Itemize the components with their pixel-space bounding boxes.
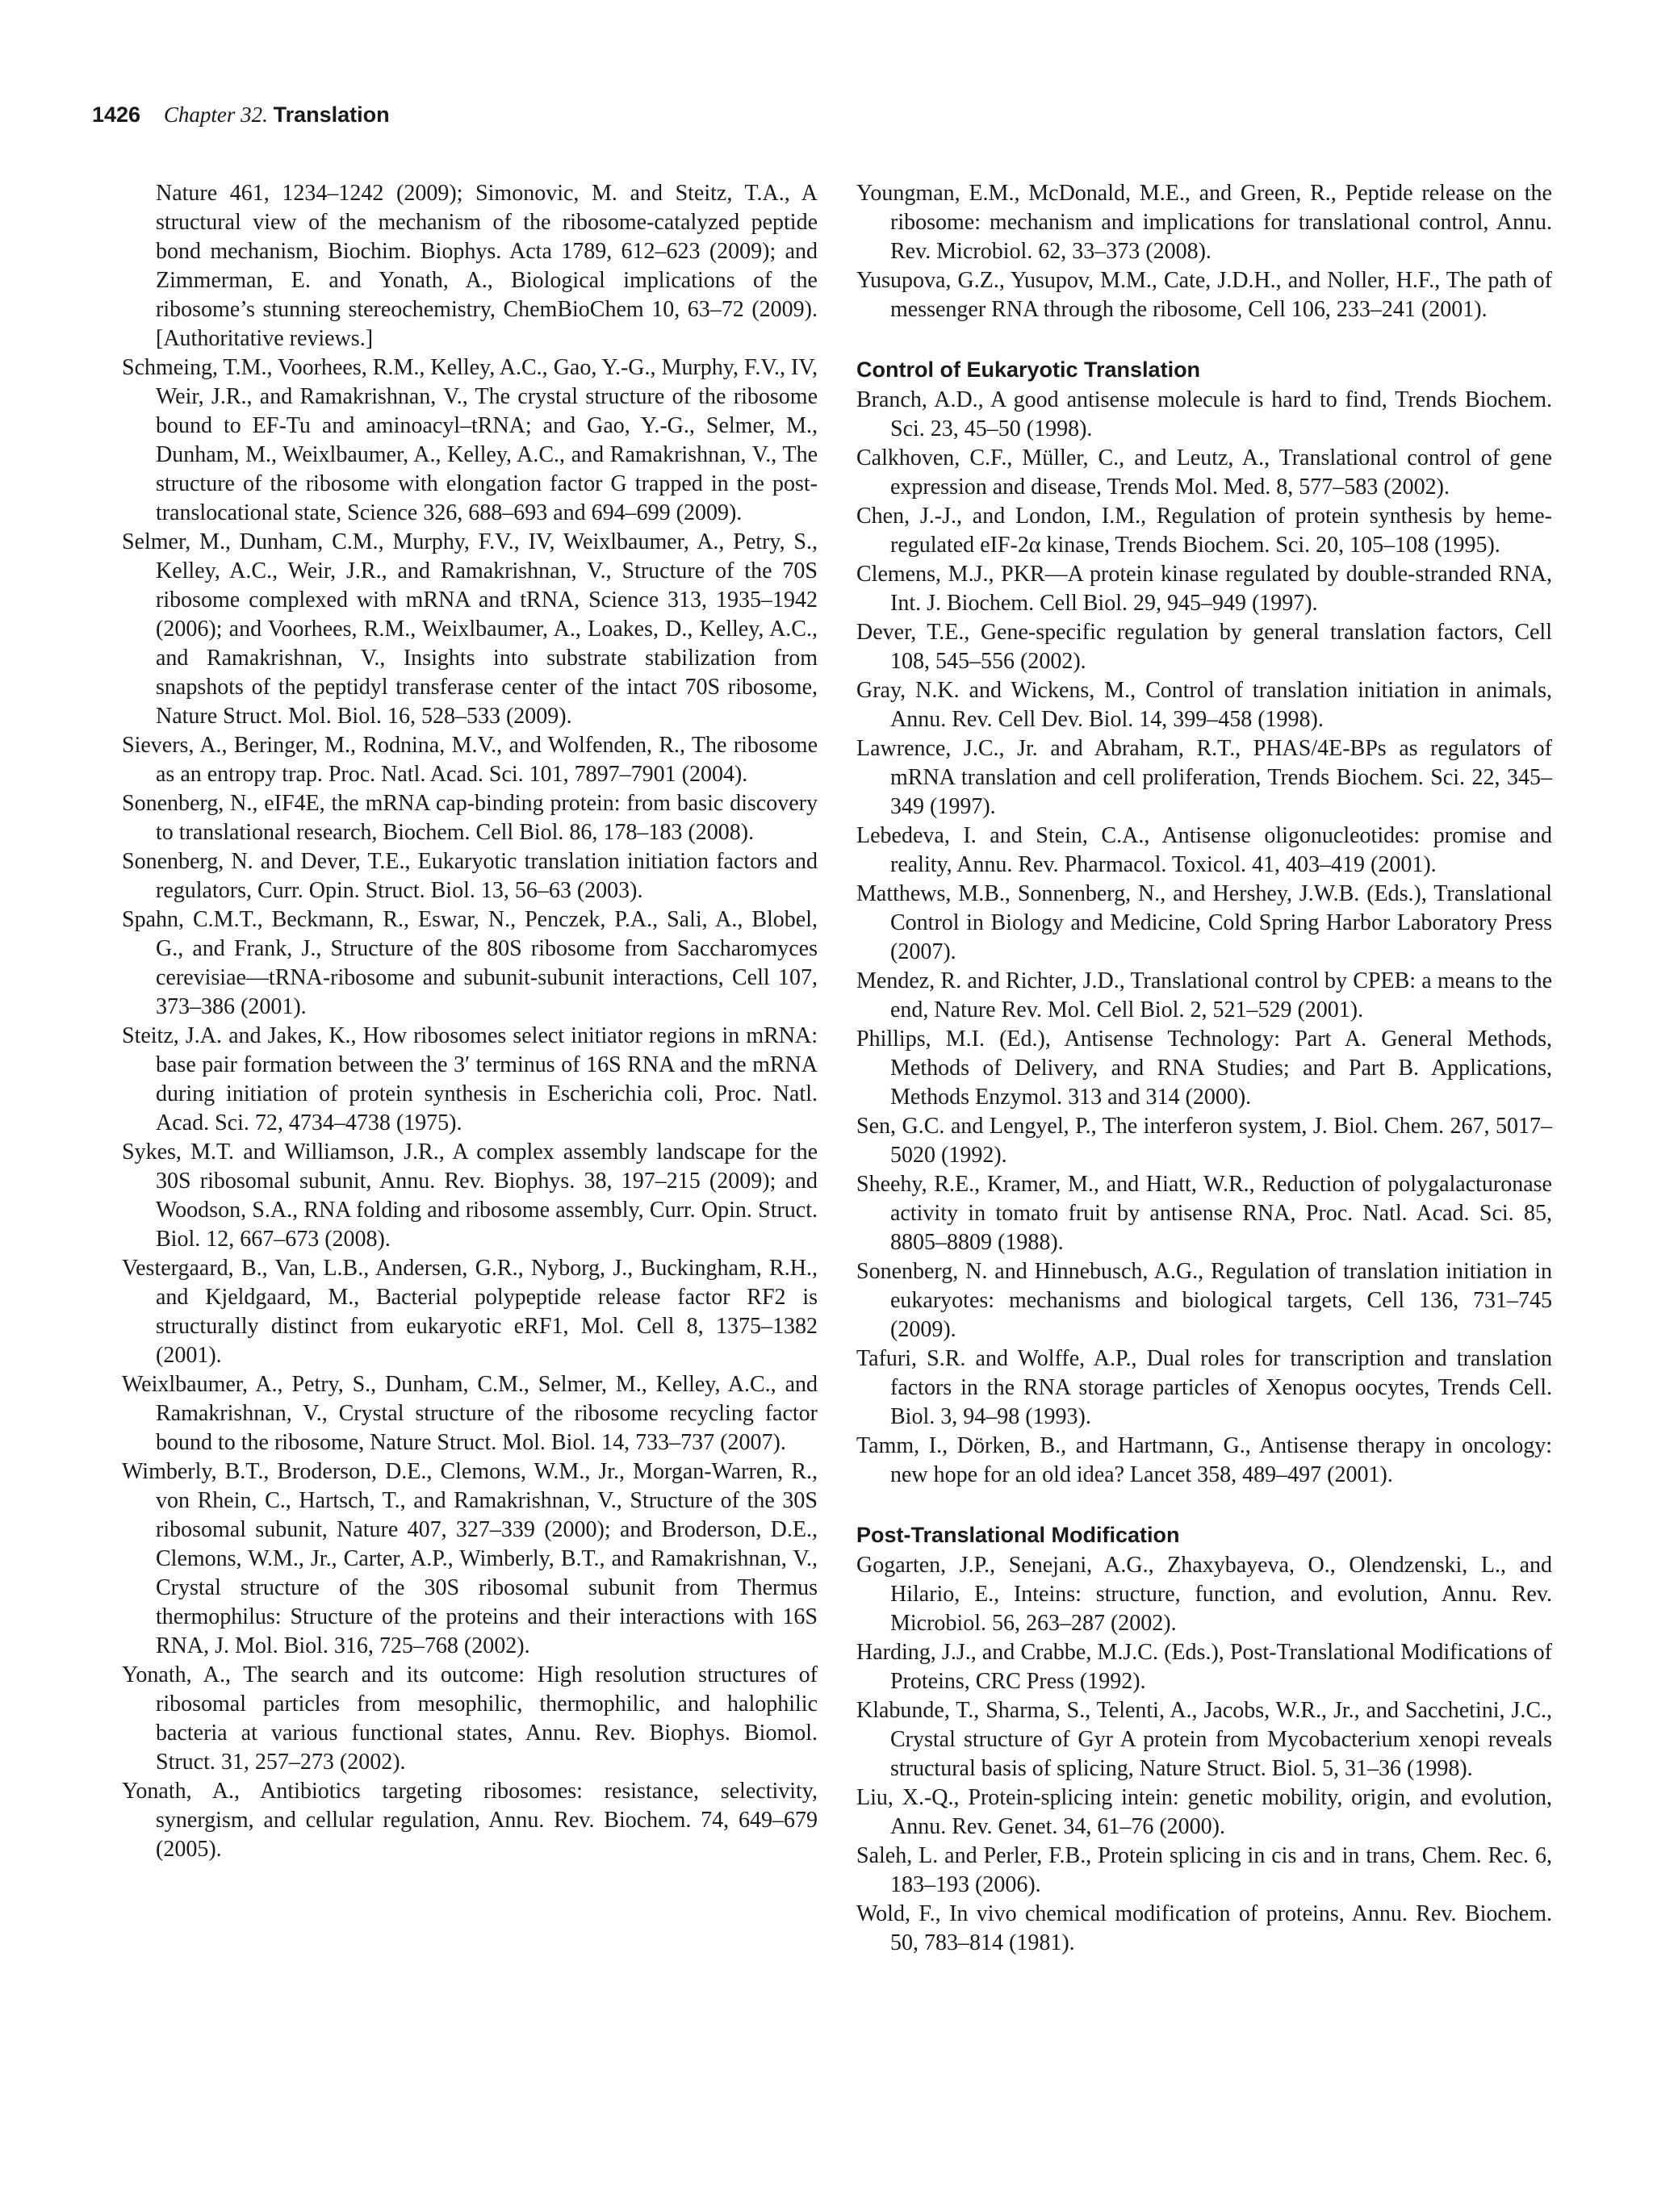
reference-entry: Wold, F., In vivo chemical modification of proteins, Annu. Rev. Biochem. 50, 783–814 (1981).: [856, 1901, 1552, 1955]
reference-entry: Sheehy, R.E., Kramer, M., and Hiatt, W.R., Reduction of polygalacturonase activity in tomato fruit by antisense RNA, Proc. Natl. Acad. Sci. 85, 8805–8809 (1988).: [856, 1172, 1552, 1255]
reference-entry: Nature 461, 1234–1242 (2009); Simonovic, M. and Steitz, T.A., A structural view of the mechanism of the ribosome-catalyzed peptide bond mechanism, Biochim. Biophys. Acta 1789, 612–623 (2009); and Zimmerman, E. and Yonath, A., Biological implications of the ribosome’s stunning stereochemistry, ChemBioChem 10, 63–72 (2009). [Authoritative reviews.]: [156, 181, 818, 351]
reference-entry: Sonenberg, N., eIF4E, the mRNA cap-binding protein: from basic discovery to translational research, Biochem. Cell Biol. 86, 178–183 (2008).: [122, 791, 818, 845]
reference-entry: Sykes, M.T. and Williamson, J.R., A complex assembly landscape for the 30S ribosomal subunit, Annu. Rev. Biophys. 38, 197–215 (2009); and Woodson, S.A., RNA folding and ribosome assembly, Curr. Opin. Struct. Biol. 12, 667–673 (2008).: [122, 1139, 818, 1252]
reference-entry: Steitz, J.A. and Jakes, K., How ribosomes select initiator regions in mRNA: base pair formation between the 3′ terminus of 16S RNA and the mRNA during initiation of protein synthesis in Escherichia coli, Proc. Natl. Acad. Sci. 72, 4734–4738 (1975).: [122, 1023, 818, 1135]
reference-entry: Yusupova, G.Z., Yusupov, M.M., Cate, J.D.H., and Noller, H.F., The path of messenger RNA through the ribosome, Cell 106, 233–241 (2001).: [856, 268, 1552, 322]
chapter-title: Translation: [273, 102, 390, 127]
reference-entry: Klabunde, T., Sharma, S., Telenti, A., Jacobs, W.R., Jr., and Sacchetini, J.C., Crystal structure of Gyr A protein from Mycobacterium xenopi reveals structural basis of splicing, Nature Struct. Biol. 5, 31–36 (1998).: [856, 1698, 1552, 1781]
reference-entry: Clemens, M.J., PKR—A protein kinase regulated by double-stranded RNA, Int. J. Biochem. Cell Biol. 29, 945–949 (1997).: [856, 562, 1552, 616]
reference-entry: Sen, G.C. and Lengyel, P., The interferon system, J. Biol. Chem. 267, 5017–5020 (1992).: [856, 1114, 1552, 1168]
chapter-label: Chapter 32.: [163, 102, 268, 127]
reference-entry: Youngman, E.M., McDonald, M.E., and Green, R., Peptide release on the ribosome: mechanism and implications for translational control, Annu. Rev. Microbiol. 62, 33–373 (2008).: [856, 181, 1552, 264]
reference-entry: Calkhoven, C.F., Müller, C., and Leutz, A., Translational control of gene expression and disease, Trends Mol. Med. 8, 577–583 (2002).: [856, 445, 1552, 500]
reference-entry: Lebedeva, I. and Stein, C.A., Antisense oligonucleotides: promise and reality, Annu. Rev. Pharmacol. Toxicol. 41, 403–419 (2001).: [856, 823, 1552, 877]
reference-entry: Selmer, M., Dunham, C.M., Murphy, F.V., IV, Weixlbaumer, A., Petry, S., Kelley, A.C., Weir, J.R., and Ramakrishnan, V., Structure of the 70S ribosome complexed with mRNA and tRNA, Science 313, 1935–1942 (2006); and Voorhees, R.M., Weixlbaumer, A., Loakes, D., Kelley, A.C., and Ramakrishnan, V., Insights into substrate stabilization from snapshots of the peptidyl transferase center of the intact 70S ribosome, Nature Struct. Mol. Biol. 16, 528–533 (2009).: [122, 529, 818, 729]
reference-entry: Tafuri, S.R. and Wolffe, A.P., Dual roles for transcription and translation factors in the RNA storage particles of Xenopus oocytes, Trends Cell. Biol. 3, 94–98 (1993).: [856, 1346, 1552, 1429]
reference-entry: Schmeing, T.M., Voorhees, R.M., Kelley, A.C., Gao, Y.-G., Murphy, F.V., IV, Weir, J.R., and Ramakrishnan, V., The crystal structure of the ribosome bound to EF-Tu and aminoacyl–tRNA; and Gao, Y.-G., Selmer, M., Dunham, M., Weixlbaumer, A., Kelley, A.C., and Ramakrishnan, V., The structure of the ribosome with elongation factor G trapped in the post-translocational state, Science 326, 688–693 and 694–699 (2009).: [122, 355, 818, 525]
reference-entry: Saleh, L. and Perler, F.B., Protein splicing in cis and in trans, Chem. Rec. 6, 183–193 (2006).: [856, 1843, 1552, 1897]
reference-entry: Spahn, C.M.T., Beckmann, R., Eswar, N., Penczek, P.A., Sali, A., Blobel, G., and Frank, J., Structure of the 80S ribosome from Saccharomyces cerevisiae—tRNA-ribosome and subunit-subunit interactions, Cell 107, 373–386 (2001).: [122, 907, 818, 1019]
reference-entry: Gray, N.K. and Wickens, M., Control of translation initiation in animals, Annu. Rev. Cell Dev. Biol. 14, 399–458 (1998).: [856, 678, 1552, 732]
reference-entry: Chen, J.-J., and London, I.M., Regulation of protein synthesis by heme-regulated eIF-2α kinase, Trends Biochem. Sci. 20, 105–108 (1995).: [856, 504, 1552, 558]
reference-entry: Tamm, I., Dörken, B., and Hartmann, G., Antisense therapy in oncology: new hope for an old idea? Lancet 358, 489–497 (2001).: [856, 1433, 1552, 1487]
reference-entry: Wimberly, B.T., Broderson, D.E., Clemons, W.M., Jr., Morgan-Warren, R., von Rhein, C., Hartsch, T., and Ramakrishnan, V., Structure of the 30S ribosomal subunit, Nature 407, 327–339 (2000); and Broderson, D.E., Clemons, W.M., Jr., Carter, A.P., Wimberly, B.T., and Ramakrishnan, V., Crystal structure of the 30S ribosomal subunit from Thermus thermophilus: Structure of the proteins and their interactions with 16S RNA, J. Mol. Biol. 316, 725–768 (2002).: [122, 1459, 818, 1658]
section-heading-eukaryotic-translation: Control of Eukaryotic Translation: [856, 358, 1201, 382]
reference-entry: Sievers, A., Beringer, M., Rodnina, M.V., and Wolfenden, R., The ribosome as an entropy trap. Proc. Natl. Acad. Sci. 101, 7897–7901 (2004).: [122, 733, 818, 787]
left-column: [122, 179, 818, 1864]
reference-entry: Sonenberg, N. and Dever, T.E., Eukaryotic translation initiation factors and regulators, Curr. Opin. Struct. Biol. 13, 56–63 (2003).: [122, 849, 818, 903]
reference-entry: Lawrence, J.C., Jr. and Abraham, R.T., PHAS/4E-BPs as regulators of mRNA translation and cell proliferation, Trends Biochem. Sci. 22, 345–349 (1997).: [856, 736, 1552, 819]
running-header: [92, 100, 390, 129]
reference-entry: Sonenberg, N. and Hinnebusch, A.G., Regulation of translation initiation in eukaryotes: mechanisms and biological targets, Cell 136, 731–745 (2009).: [856, 1259, 1552, 1342]
reference-entry: Mendez, R. and Richter, J.D., Translational control by CPEB: a means to the end, Nature Rev. Mol. Cell Biol. 2, 521–529 (2001).: [856, 968, 1552, 1022]
reference-entry: Gogarten, J.P., Senejani, A.G., Zhaxybayeva, O., Olendzenski, L., and Hilario, E., Inteins: structure, function, and evolution, Annu. Rev. Microbiol. 56, 263–287 (2002).: [856, 1553, 1552, 1636]
page-number: 1426: [92, 102, 141, 127]
reference-entry: Matthews, M.B., Sonnenberg, N., and Hershey, J.W.B. (Eds.), Translational Control in Biology and Medicine, Cold Spring Harbor Laboratory Press (2007).: [856, 881, 1552, 964]
reference-entry: Vestergaard, B., Van, L.B., Andersen, G.R., Nyborg, J., Buckingham, R.H., and Kjeldgaard, M., Bacterial polypeptide release factor RF2 is structurally distinct from eukaryotic eRF1, Mol. Cell 8, 1375–1382 (2001).: [122, 1256, 818, 1368]
reference-entry: Dever, T.E., Gene-specific regulation by general translation factors, Cell 108, 545–556 (2002).: [856, 620, 1552, 674]
reference-entry: Liu, X.-Q., Protein-splicing intein: genetic mobility, origin, and evolution, Annu. Rev. Genet. 34, 61–76 (2000).: [856, 1785, 1552, 1839]
right-column: [856, 179, 1552, 1958]
section-heading-post-translational-modification: Post-Translational Modification: [856, 1523, 1180, 1547]
reference-entry: Yonath, A., Antibiotics targeting ribosomes: resistance, selectivity, synergism, and cellular regulation, Annu. Rev. Biochem. 74, 649–679 (2005).: [122, 1779, 818, 1862]
reference-entry: Phillips, M.I. (Ed.), Antisense Technology: Part A. General Methods, Methods of Delivery, and RNA Studies; and Part B. Applications, Methods Enzymol. 313 and 314 (2000).: [856, 1027, 1552, 1110]
reference-entry: Yonath, A., The search and its outcome: High resolution structures of ribosomal particles from mesophilic, thermophilic, and halophilic bacteria at various functional states, Annu. Rev. Biophys. Biomol. Struct. 31, 257–273 (2002).: [122, 1662, 818, 1775]
reference-entry: Branch, A.D., A good antisense molecule is hard to find, Trends Biochem. Sci. 23, 45–50 (1998).: [856, 387, 1552, 441]
reference-entry: Harding, J.J., and Crabbe, M.J.C. (Eds.), Post-Translational Modifications of Proteins, CRC Press (1992).: [856, 1640, 1552, 1694]
reference-entry: Weixlbaumer, A., Petry, S., Dunham, C.M., Selmer, M., Kelley, A.C., and Ramakrishnan, V., Crystal structure of the ribosome recycling factor bound to the ribosome, Nature Struct. Mol. Biol. 14, 733–737 (2007).: [122, 1372, 818, 1455]
